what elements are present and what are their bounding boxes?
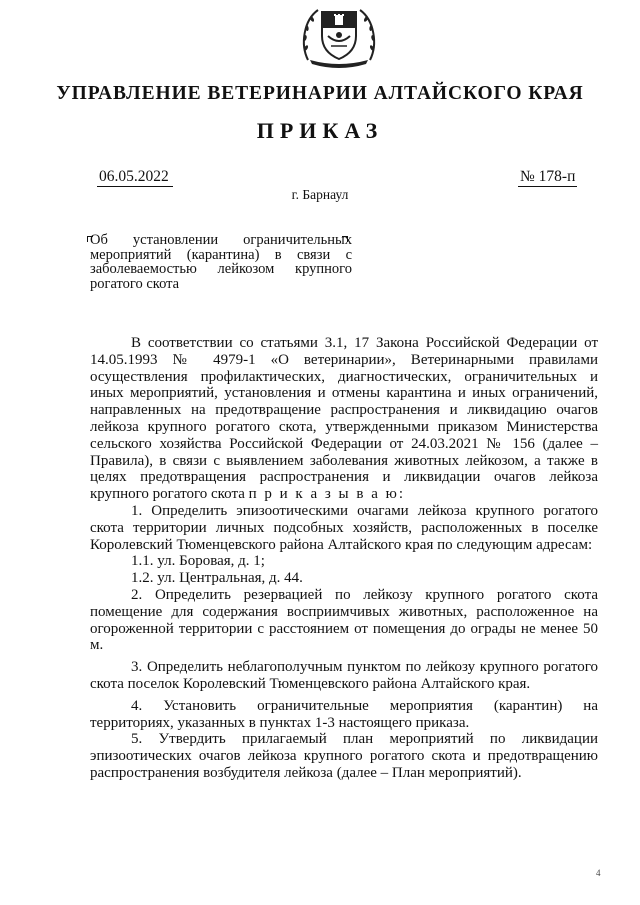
order-number: № 178-п [520, 168, 576, 185]
document-type-title: ПРИКАЗ [256, 118, 384, 143]
item-1: 1. Определить эпизоотическими очагами лейкоза крупного рогатого скота территории личных подсобных хозяйств, расположенных в поселке Королевский Тюменцевского района Алтайского края по следующим адресам: [90, 502, 598, 553]
coat-of-arms-emblem [298, 2, 380, 68]
item-4: 4. Установить ограничительные мероприятия (карантин) на территориях, указанных в пунктах 1-3 настоящего приказа. [90, 697, 598, 731]
organization-name: УПРАВЛЕНИЕ ВЕТЕРИНАРИИ АЛТАЙСКОГО КРАЯ [56, 83, 584, 104]
item-1-1: 1.1. ул. Боровая, д. 1; [131, 553, 265, 570]
preamble-text: В соответствии со статьями 3.1, 17 Закона Российской Федерации от 14.05.1993 № 4979-1 «О ветеринарии», Ветеринарными правилами осуществления профилактических, диагностических, ограничительных и иных мероприятий, установления и отмены карантина и иных ограничений, направленных на предотвращение распространения и ликвидацию очагов лейкоза крупного рогатого скота, утвержденными приказом Министерства сельского хозяйства Российской Федерации от 24.03.2021 № 156 (далее – Правила), в связи с выявлением заболевания животных лейкозом, а также в целях предотвращения распространения и ликвидации очагов лейкоза крупного рогатого скота [90, 335, 598, 503]
item-5: 5. Утвердить прилагаемый план мероприятий по ликвидации эпизоотических очагов лейкоза крупного рогатого скота и предотвращению распространения возбудителя лейкоза (далее – План мероприятий). [90, 731, 598, 781]
order-word: п р и к а з ы в а ю: [248, 486, 405, 503]
city-name: г. Барнаул [291, 187, 349, 202]
order-body [90, 335, 598, 782]
item-2: 2. Определить резервацией по лейкозу крупного рогатого скота помещение для содержания восприимчивых животных, расположенное на огороженной территории с расстоянием от помещения до ограды не менее 50 м. [90, 586, 598, 654]
item-3: 3. Определить неблагополучным пунктом по лейкозу крупного рогатого скота поселок Королевский Тюменцевского района Алтайского края. [90, 659, 598, 692]
order-subject: Об установлении ограничительных мероприятий (карантина) в связи с заболеваемостью лейкозом крупного рогатого скота [90, 232, 352, 292]
footer-mark: 4 [596, 868, 601, 878]
item-1-2: 1.2. ул. Центральная, д. 44. [131, 570, 303, 587]
order-date: 06.05.2022 [97, 168, 173, 187]
preamble-paragraph [90, 335, 598, 503]
